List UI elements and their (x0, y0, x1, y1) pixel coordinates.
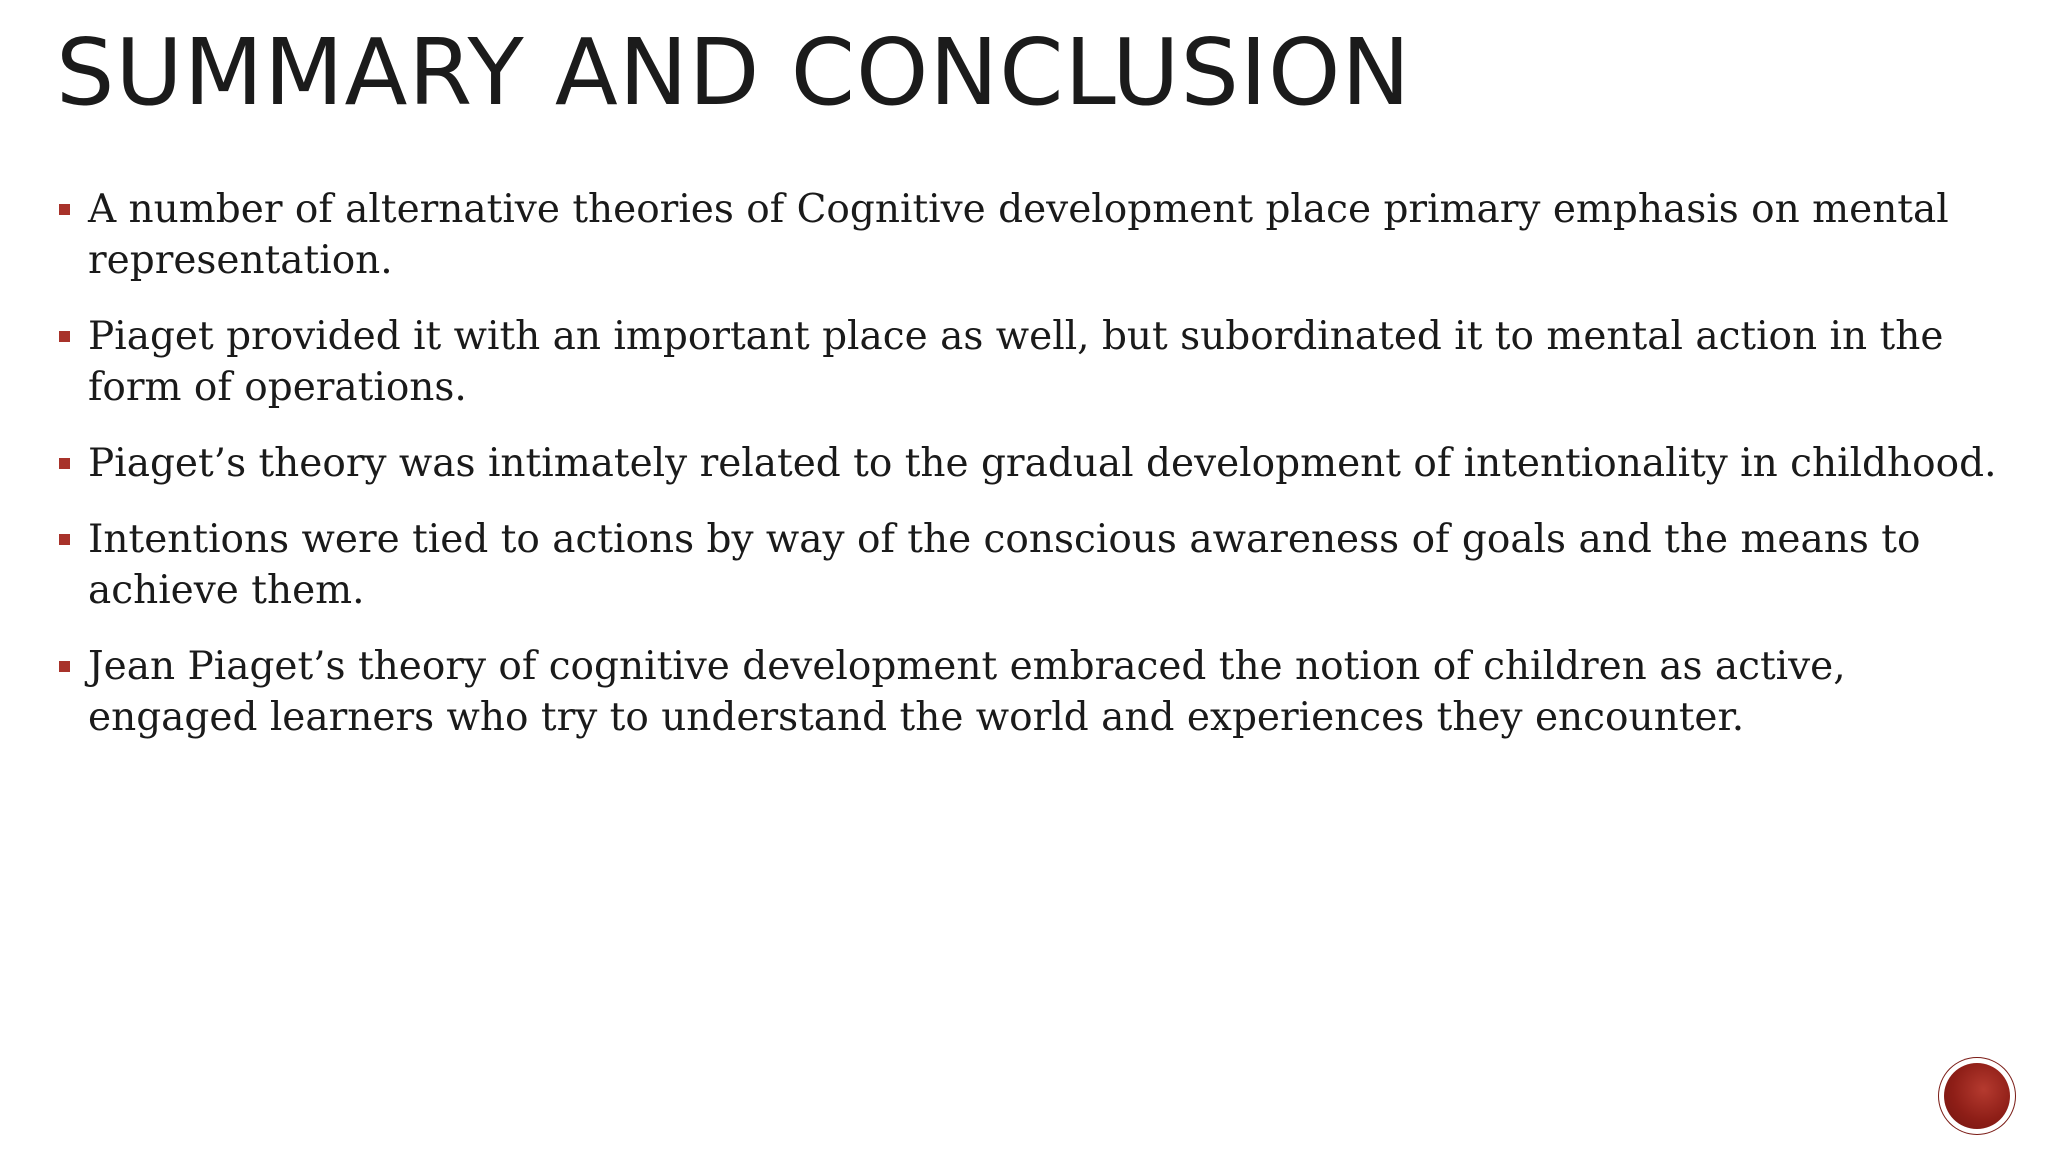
bullet-list (56, 184, 2006, 768)
square-bullet-icon (59, 204, 70, 215)
bullet-text: Intentions were tied to actions by way of the conscious awareness of goals and the means to achieve them. (88, 517, 1921, 613)
square-bullet-icon (59, 534, 70, 545)
bullet-item (56, 514, 2006, 616)
slide-nav-button[interactable] (1939, 1058, 2015, 1134)
slide-title: SUMMARY AND CONCLUSION (56, 19, 1412, 126)
circle-button-icon (1944, 1063, 2010, 1129)
bullet-text: A number of alternative theories of Cognitive development place primary emphasis on mental representation. (88, 187, 1949, 283)
bullet-item (56, 311, 2006, 413)
bullet-text: Jean Piaget’s theory of cognitive development embraced the notion of children as active, engaged learners who try to understand the world and experiences they encounter. (88, 644, 1846, 740)
bullet-item (56, 641, 2006, 743)
square-bullet-icon (59, 661, 70, 672)
bullet-item (56, 184, 2006, 286)
square-bullet-icon (59, 331, 70, 342)
square-bullet-icon (59, 458, 70, 469)
bullet-item (56, 438, 2006, 489)
bullet-text: Piaget provided it with an important place as well, but subordinated it to mental action in the form of operations. (88, 314, 1944, 410)
bullet-text: Piaget’s theory was intimately related to the gradual development of intentionality in childhood. (88, 441, 1997, 486)
